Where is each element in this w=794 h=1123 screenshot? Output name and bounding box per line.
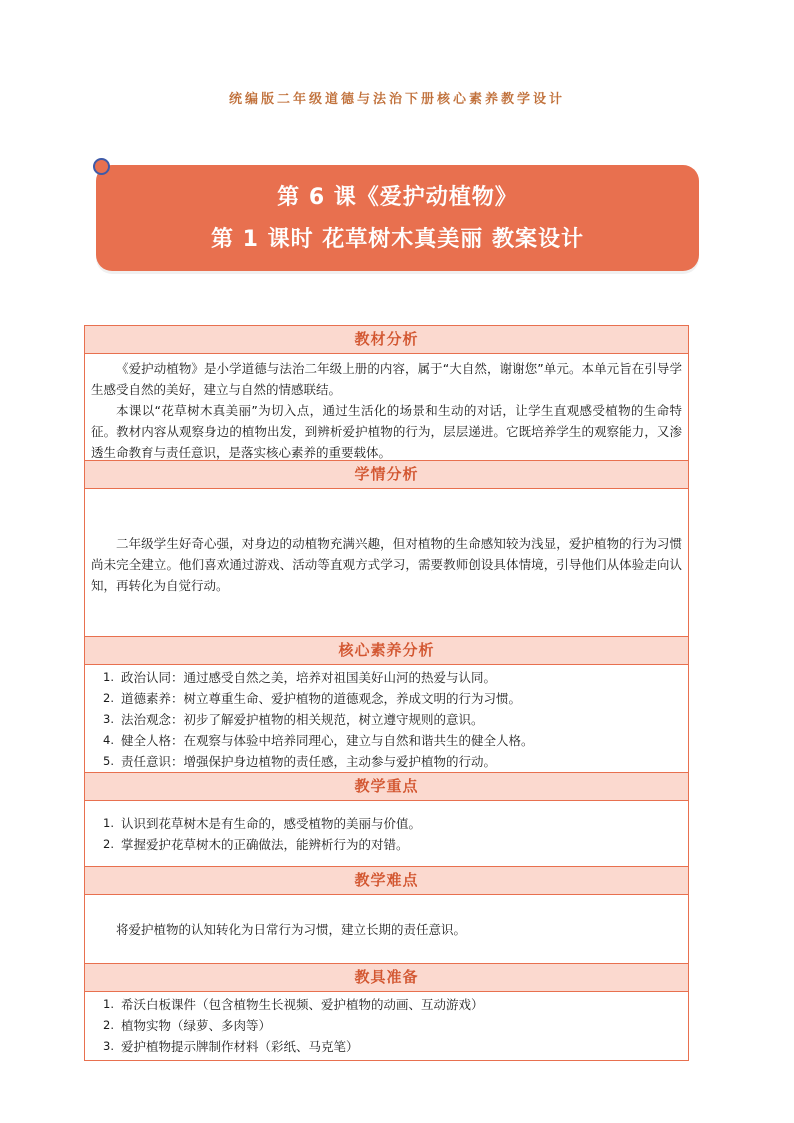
- list-item: 1. 认识到花草树木是有生命的，感受植物的美丽与价值。: [103, 816, 422, 831]
- paragraph: 将爱护植物的认知转化为日常行为习惯，建立长期的责任意识。: [116, 922, 467, 937]
- section-body-key-points: [85, 801, 688, 867]
- list-item: 2. 植物实物（绿萝、多肉等）: [103, 1018, 272, 1033]
- list-item: 1. 希沃白板课件（包含植物生长视频、爱护植物的动画、互动游戏）: [103, 997, 484, 1012]
- section-title-teaching-aids: 教具准备: [85, 964, 688, 992]
- title-banner: [96, 165, 699, 271]
- section-title-core-literacy: 核心素养分析: [85, 637, 688, 665]
- section-body-teaching-aids: [85, 992, 688, 1060]
- section-title-textbook-analysis: 教材分析: [85, 326, 688, 354]
- list-item: 4. 健全人格：在观察与体验中培养同理心，建立与自然和谐共生的健全人格。: [103, 733, 534, 748]
- section-title-key-points: 教学重点: [85, 773, 688, 801]
- list-item: 5. 责任意识：增强保护身边植物的责任感，主动参与爱护植物的行动。: [103, 754, 497, 769]
- list: [85, 813, 688, 855]
- list-item: 2. 掌握爱护花草树木的正确做法，能辨析行为的对错。: [103, 837, 409, 852]
- section-title-student-analysis: 学情分析: [85, 461, 688, 489]
- list-item: 3. 爱护植物提示牌制作材料（彩纸、马克笔）: [103, 1039, 359, 1054]
- section-body-textbook-analysis: [85, 354, 688, 461]
- list: [85, 667, 688, 772]
- section-title-difficulties: 教学难点: [85, 867, 688, 895]
- list: [85, 994, 688, 1057]
- list-item: 1. 政治认同：通过感受自然之美，培养对祖国美好山河的热爱与认同。: [103, 670, 497, 685]
- section-body-student-analysis: [85, 489, 688, 637]
- lesson-subtitle: 第 1 课时 花草树木真美丽 教案设计: [211, 227, 584, 252]
- paragraph: 二年级学生好奇心强，对身边的动植物充满兴趣，但对植物的生命感知较为浅显，爱护植物的行为习惯尚未完全建立。他们喜欢通过游戏、活动等直观方式学习，需要教师创设具体情境，引导他们从体验走向认知，再转化为自觉行动。: [91, 536, 682, 593]
- lesson-plan-table: [84, 325, 689, 1061]
- section-body-difficulties: [85, 895, 688, 964]
- list-item: 3. 法治观念：初步了解爱护植物的相关规范，树立遵守规则的意识。: [103, 712, 484, 727]
- paragraph: 《爱护动植物》是小学道德与法治二年级上册的内容，属于“大自然，谢谢您”单元。本单元旨在引导学生感受自然的美好，建立与自然的情感联结。: [91, 361, 682, 397]
- paragraph: 本课以“花草树木真美丽”为切入点，通过生活化的场景和生动的对话，让学生直观感受植物的生命特征。教材内容从观察身边的植物出发，到辨析爱护植物的行为，层层递进。它既培养学生的观察能力，又渗透生命教育与责任意识，是落实核心素养的重要载体。: [91, 403, 682, 460]
- document-header: 统编版二年级道德与法治下册核心素养教学设计: [228, 92, 565, 107]
- lesson-title: 第 6 课《爱护动植物》: [277, 185, 518, 210]
- list-item: 2. 道德素养：树立尊重生命、爱护植物的道德观念，养成文明的行为习惯。: [103, 691, 522, 706]
- section-body-core-literacy: [85, 665, 688, 773]
- banner-dot-decoration: [93, 158, 110, 175]
